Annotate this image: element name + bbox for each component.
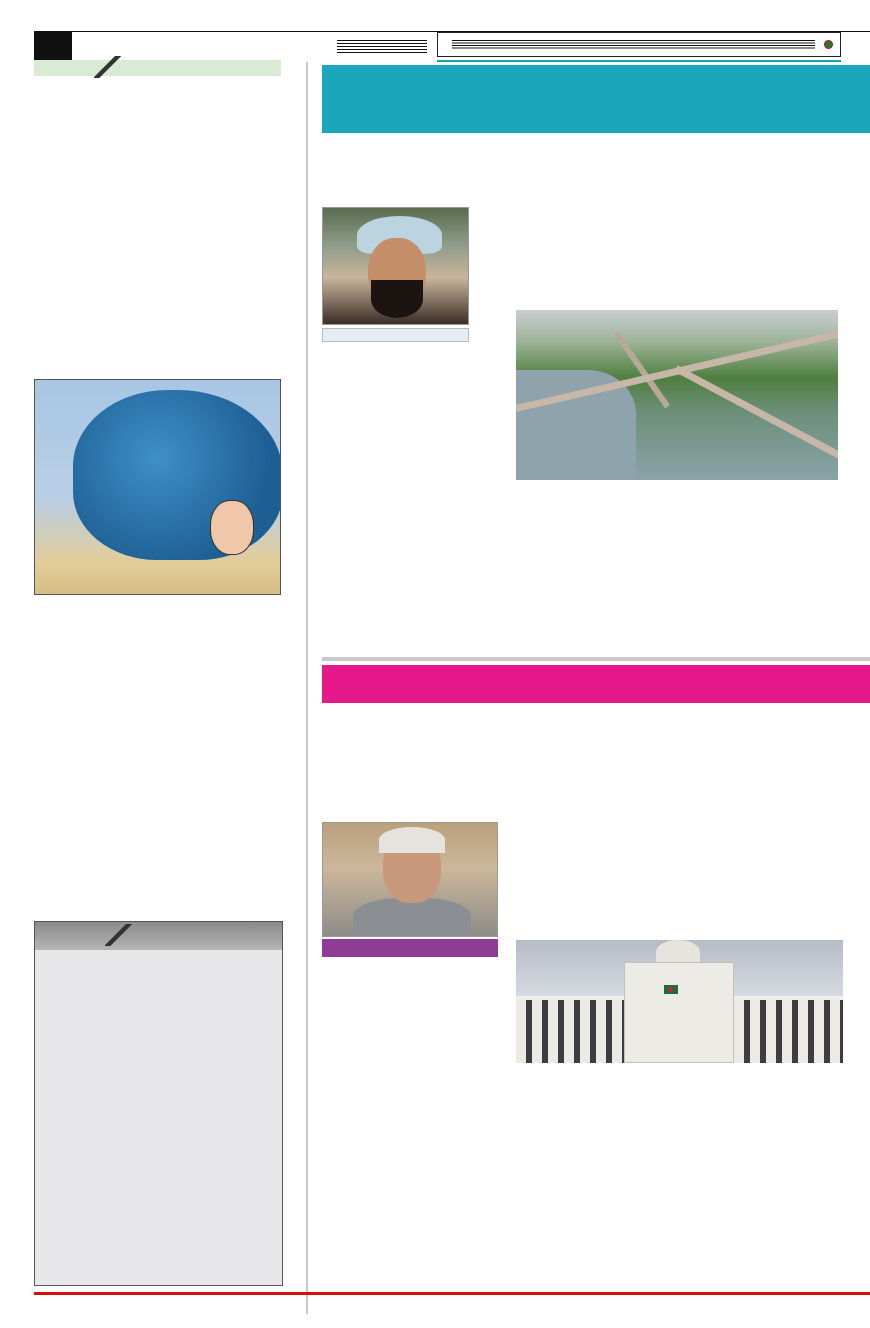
story1-headline[interactable] xyxy=(322,65,870,133)
hair-shape xyxy=(379,827,445,853)
history-left-column xyxy=(41,954,155,963)
story1-col4-top xyxy=(718,138,840,308)
decorative-lines xyxy=(452,40,815,50)
cartoon-figure xyxy=(210,500,254,555)
page-number xyxy=(34,31,72,62)
story2-col2-top xyxy=(504,706,644,940)
story-separator xyxy=(322,657,870,661)
section-header xyxy=(437,32,841,57)
bridge-arm xyxy=(674,365,838,460)
story1-col2-top xyxy=(474,138,584,308)
history-header xyxy=(35,922,282,950)
column-divider xyxy=(306,62,308,1314)
editorial-cartoon xyxy=(34,379,281,595)
story1-col2-bottom xyxy=(516,484,620,652)
bridge-aerial-photo xyxy=(516,310,838,480)
history-box xyxy=(34,921,283,1286)
author-caption xyxy=(322,939,498,957)
story2-headline[interactable] xyxy=(322,665,870,703)
story1-col1-bottom xyxy=(322,346,469,651)
newspaper-logo[interactable] xyxy=(823,40,834,49)
portrait-caption xyxy=(322,328,469,342)
story2-col1-top xyxy=(322,718,498,820)
decorative-lines xyxy=(337,40,427,54)
editorial-label-bar xyxy=(34,60,281,76)
logo-wordmark xyxy=(823,40,834,49)
story1-col3-top xyxy=(588,138,713,308)
bangladesh-map-icon xyxy=(824,40,833,49)
author-photo xyxy=(322,822,498,937)
editorial-body-bottom xyxy=(34,601,281,881)
section-rule xyxy=(437,60,841,62)
tower-shape xyxy=(624,962,734,1063)
building-wing xyxy=(734,1000,843,1063)
beard-shape xyxy=(371,280,423,318)
building-wing xyxy=(516,1000,624,1063)
history-right-column xyxy=(163,954,277,963)
story2-col2-bottom xyxy=(504,1066,654,1290)
story1-col1-top xyxy=(322,138,469,204)
fountain-pen-icon xyxy=(94,56,124,78)
suit-shape xyxy=(353,898,471,937)
editorial-body-top xyxy=(34,128,281,355)
story1-col2-narrow xyxy=(474,310,514,650)
author-portrait xyxy=(322,207,469,325)
story2-col1-bottom xyxy=(322,962,498,1290)
bottom-rule xyxy=(308,1292,870,1295)
story1-col3-bottom xyxy=(624,484,728,652)
story1-col4-bottom xyxy=(734,484,842,652)
supreme-court-photo xyxy=(516,940,843,1063)
bangladesh-flag-icon xyxy=(664,985,678,994)
fountain-pen-icon xyxy=(105,924,135,946)
dome-shape xyxy=(656,940,700,964)
